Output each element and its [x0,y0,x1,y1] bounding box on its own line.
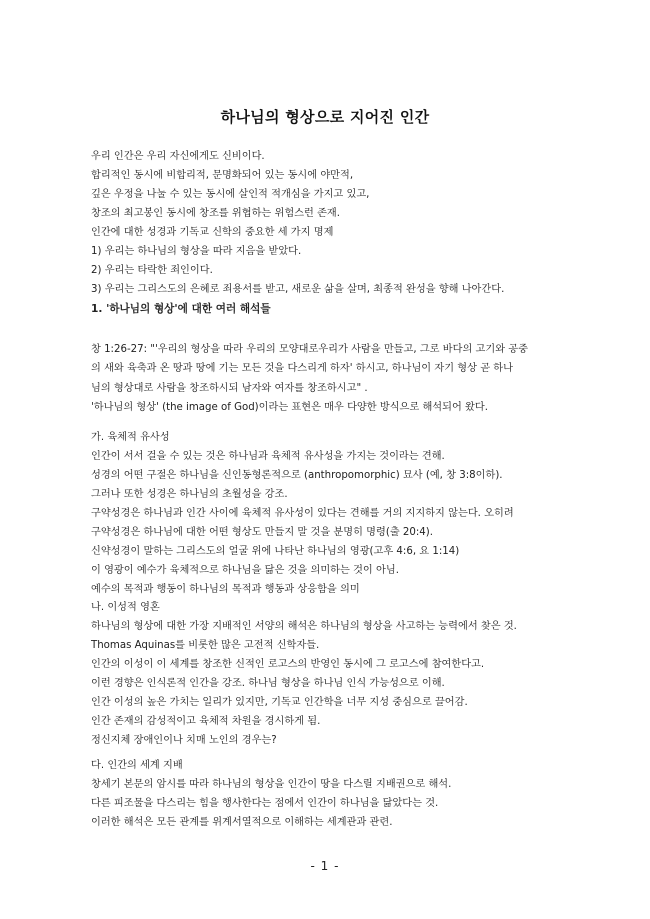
paragraph-line: 창 1:26-27: "'우리의 형상을 따라 우리의 모양대로우리가 사람을 만들고, 그로 바다의 고기와 공중 [91,344,528,355]
subsection-line: 인간 존재의 감성적이고 육체적 차원을 경시하게 됨. [91,716,321,727]
subsection-line: 인간이 서서 걸을 수 있는 것은 하나님과 육체적 유사성을 가지는 것이라는 견해. [91,451,445,462]
subsection-line: 예수의 목적과 행동이 하나님의 목적과 행동과 상응함을 의미 [91,584,360,595]
subsection-c [91,756,571,832]
intro-line: 3) 우리는 그리스도의 은혜로 죄용서를 받고, 새로운 삶을 살며, 최종적 완성을 향해 나아간다. [91,284,505,295]
subsection-line: 그러나 또한 성경은 하나님의 초월성을 강조. [91,489,288,500]
intro-line: 합리적인 동시에 비합리적, 문명화되어 있는 동시에 야만적, [91,170,354,181]
paragraph-line: 님의 형상대로 사람을 창조하시되 남자와 여자를 창조하시고" . [91,382,368,394]
paragraph-line: 의 새와 육축과 온 땅과 땅에 기는 모든 것을 다스리게 하자' 하시고, 하나님이 자기 형상 곧 하나 [91,363,513,375]
subsection-line: 성경의 어떤 구절은 하나님을 신인동형론적으로 (anthropomorphic) 묘사 (예, 창 3:8이하). [91,470,503,481]
paragraph-line: '하나님의 형상' (the image of God)이라는 표현은 매우 다양한 방식으로 해석되어 왔다. [91,401,488,413]
page-number: - 1 - [310,859,340,873]
subsection-line: 이러한 해석은 모든 관계를 위계서열적으로 이해하는 세계관과 관련. [91,817,393,828]
subsection-heading: 다. 인간의 세계 지배 [91,760,183,771]
subsection-line: 인간의 이성이 이 세계를 창조한 신적인 로고스의 반영인 동시에 그 로고스에 참여한다고. [91,659,485,670]
subsection-line: 다른 피조물을 다스리는 힘을 행사한다는 점에서 인간이 하나님을 닮았다는 것. [91,798,439,809]
page-title: 하나님의 형상으로 지어진 인간 [220,108,430,126]
subsection-line: 신약성경이 말하는 그리스도의 얼굴 위에 나타난 하나님의 영광(고후 4:6, 요 1:14) [91,546,460,557]
subsection-line: 창세기 본문의 암시를 따라 하나님의 형상을 인간이 땅을 다스릴 지배권으로 해석. [91,779,452,790]
intro-line: 우리 인간은 우리 자신에게도 신비이다. [91,151,265,162]
subsection-line: 인간 이성의 높은 가치는 일리가 있지만, 기독교 인간학을 너무 지성 중심으로 끌어감. [91,697,468,708]
subsection-b [91,598,571,750]
subsection-line: Thomas Aquinas를 비롯한 많은 고전적 신학자들. [91,640,320,651]
subsection-heading: 가. 육체적 유사성 [91,432,170,443]
section-heading [91,300,571,319]
intro-line: 깊은 우정을 나눌 수 있는 동시에 살인적 적개심을 가지고 있고, [91,189,370,200]
subsection-line: 하나님의 형상에 대한 가장 지배적인 서양의 해석은 하나님의 형상을 사고하는 능력에서 찾은 것. [91,621,517,632]
intro-line: 인간에 대한 성경과 기독교 신학의 중요한 세 가지 명제 [91,227,334,238]
intro-line: 2) 우리는 타락한 죄인이다. [91,265,213,276]
subsection-line: 구약성경은 하나님에 대한 어떤 형상도 만들지 말 것을 분명히 명령(출 20:4). [91,527,433,538]
section-paragraph [91,340,571,417]
subsection-a [91,428,571,599]
intro-block [91,147,571,299]
subsection-line: 정신지체 장애인이나 치매 노인의 경우는? [91,735,277,746]
section-heading-text: 1. '하나님의 형상'에 대한 여러 해석들 [91,303,271,315]
intro-line: 1) 우리는 하나님의 형상을 따라 지음을 받았다. [91,246,302,257]
subsection-line: 구약성경은 하나님과 인간 사이에 육체적 유사성이 있다는 견해를 거의 지지하지 않는다. 오히려 [91,508,514,519]
intro-line: 창조의 최고봉인 동시에 창조를 위협하는 위험스런 존재. [91,208,341,219]
subsection-line: 이런 경향은 인식론적 인간을 강조. 하나님 형상을 하나님 인식 가능성으로 이해. [91,678,445,689]
subsection-heading: 나. 이성적 영혼 [91,602,160,613]
subsection-line: 이 영광이 예수가 육체적으로 하나님을 닮은 것을 의미하는 것이 아님. [91,565,399,576]
